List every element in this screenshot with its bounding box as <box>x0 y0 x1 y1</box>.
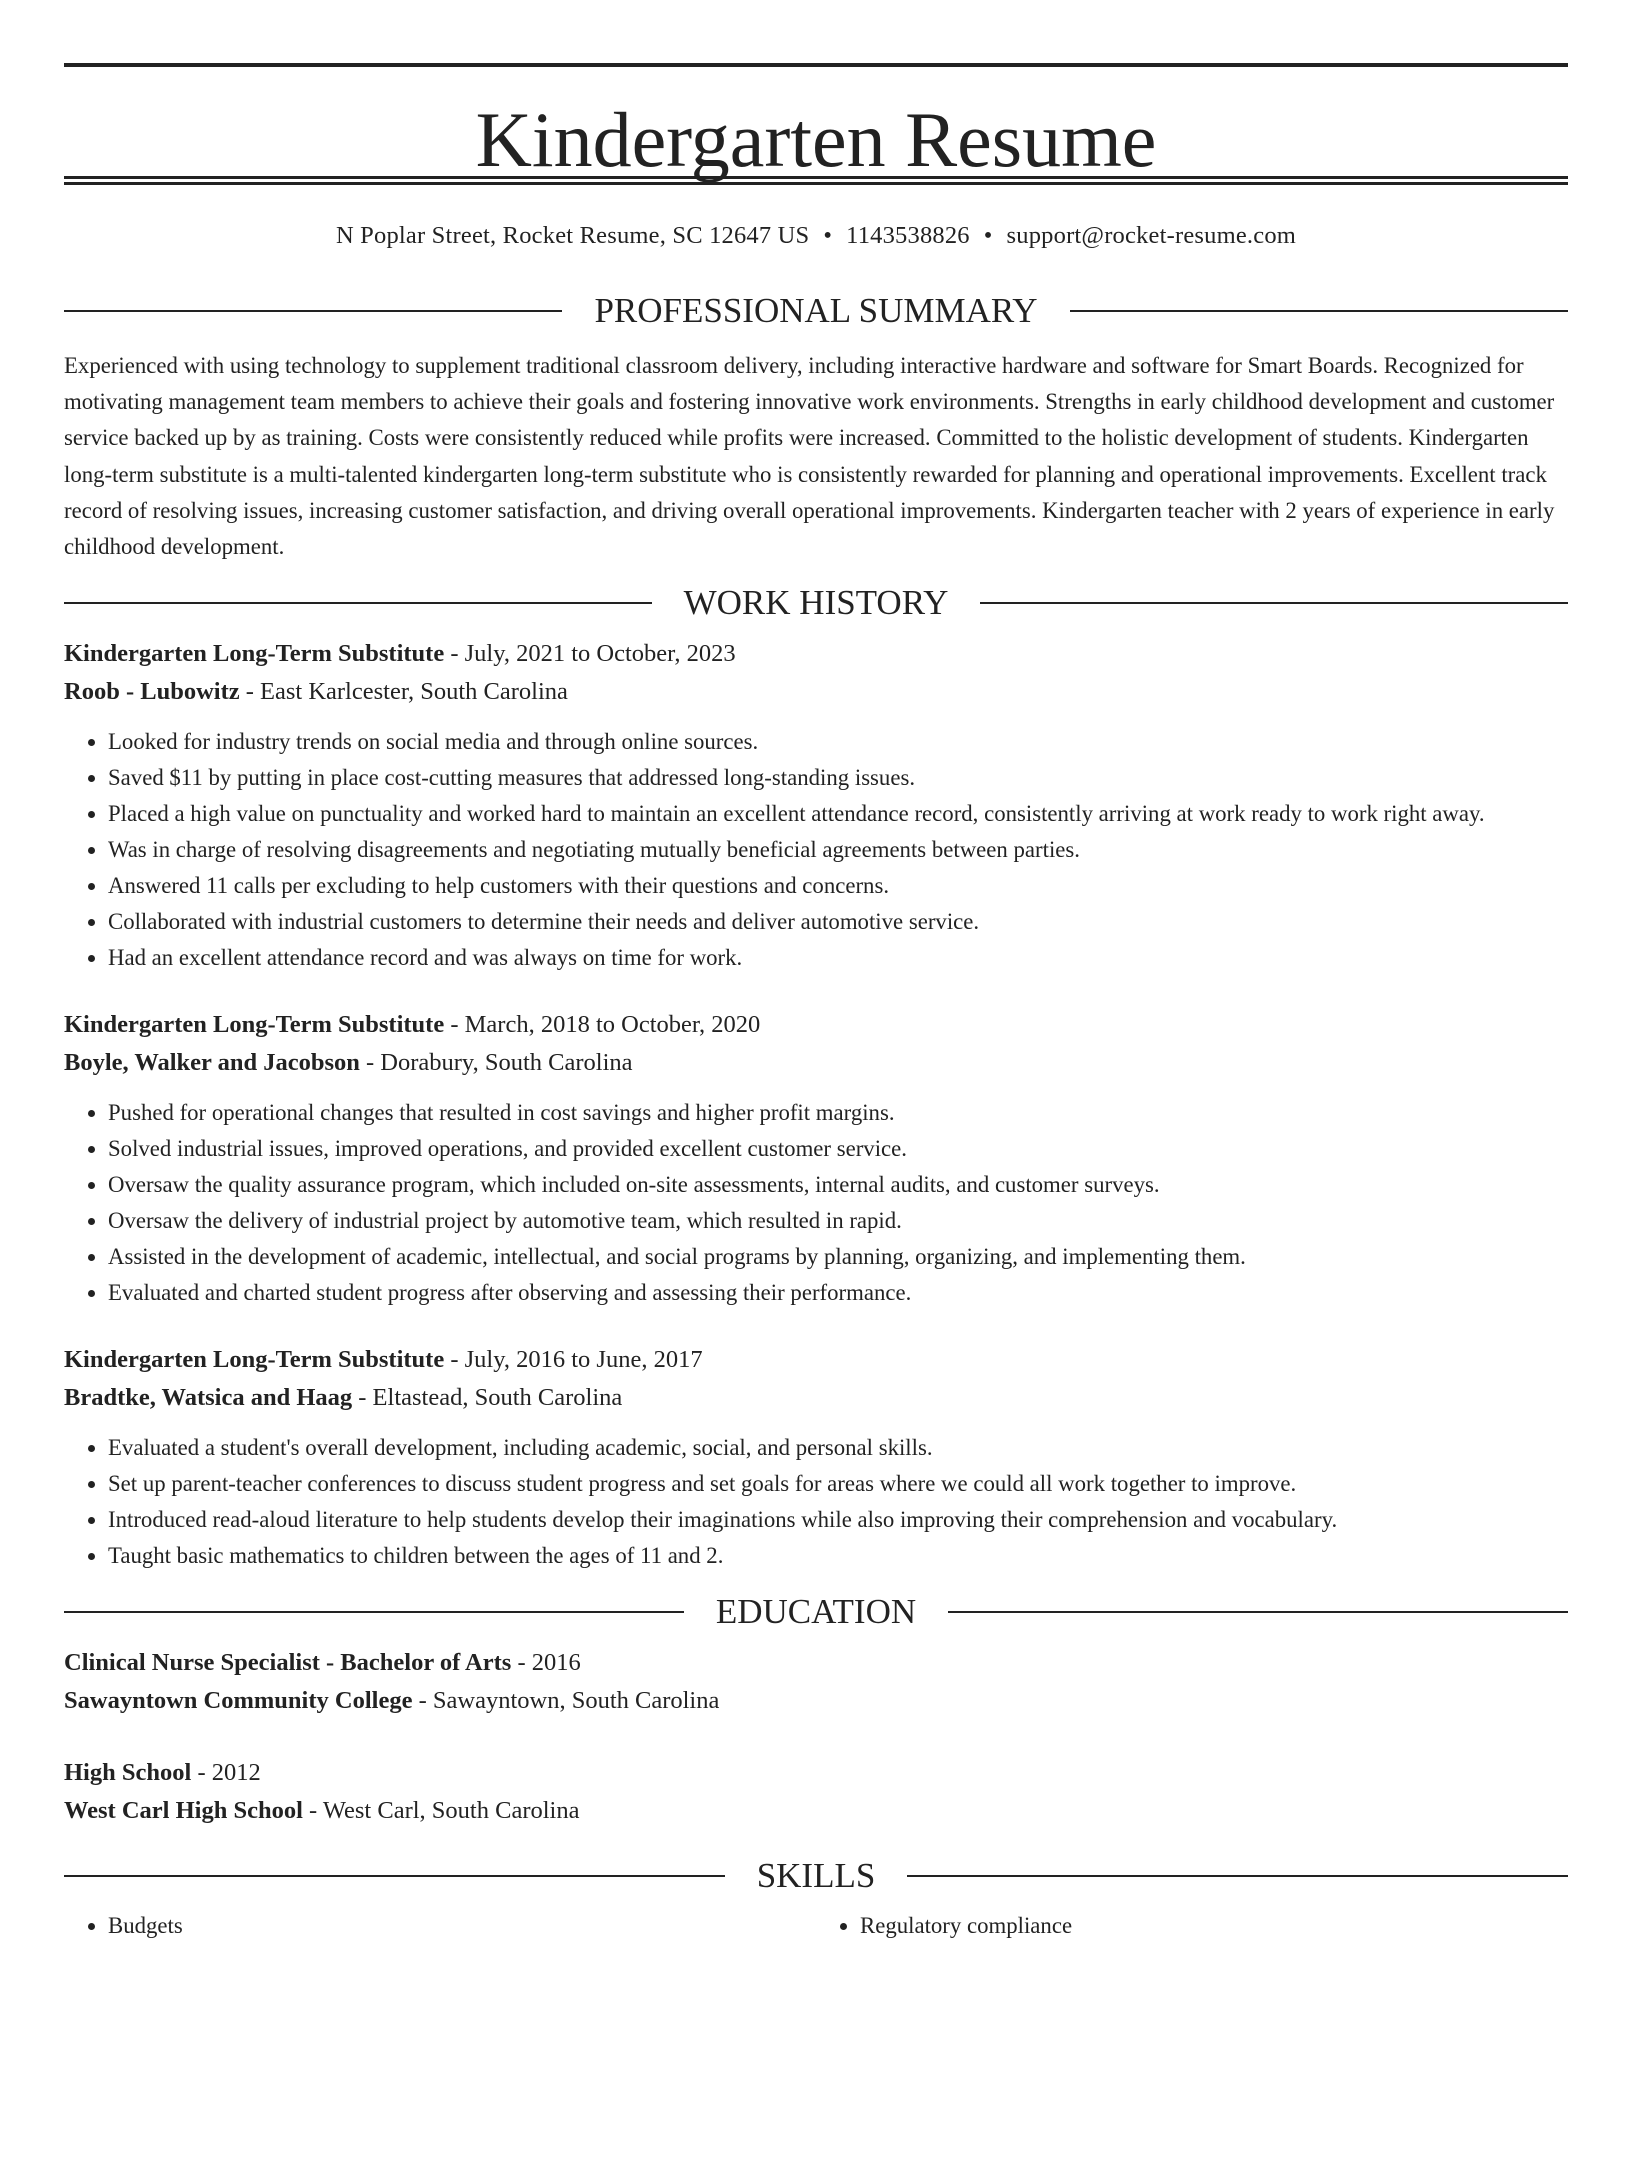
job-title-line <box>64 1341 1568 1379</box>
education-degree: High School <box>64 1759 192 1787</box>
job-bullet: • Introduced read-aloud literature to help students develop their imaginations while also improving their comprehension and vocabulary. <box>108 1502 1568 1538</box>
education-school: West Carl High School <box>64 1797 303 1825</box>
job-title-line <box>64 635 1568 673</box>
job-title: Kindergarten Long-Term Substitute <box>64 1346 445 1374</box>
job-title: Kindergarten Long-Term Substitute <box>64 1011 445 1039</box>
job-bullet: • Oversaw the delivery of industrial project by automotive team, which resulted in rapid. <box>108 1203 1568 1239</box>
job-company: Boyle, Walker and Jacobson <box>64 1049 360 1077</box>
heading-rule-left <box>64 310 562 312</box>
contact-line <box>64 221 1568 251</box>
skill-item: • Budgets <box>108 1908 816 1944</box>
job-location: - East Karlcester, South Carolina <box>239 678 568 706</box>
skills-grid <box>64 1908 1568 1944</box>
job-company-line <box>64 673 1568 711</box>
summary-text: Experienced with using technology to supplement traditional classroom delivery, including interactive hardware and software for Smart Boards. Recognized for motivating management team members to achieve their goals and fostering innovative work environments. Strengths in early childhood development and customer service backed up by as training. Costs were consistently reduced while profits were increased. Committed to the holistic development of students. Kindergarten long-term substitute is a multi-talented kindergarten long-term substitute who is consistently rewarded for planning and operational improvements. Excellent track record of resolving issues, increasing customer satisfaction, and driving overall operational improvements. Kindergarten teacher with 2 years of experience in early childhood development. <box>64 353 1555 560</box>
education-heading-label: EDUCATION <box>715 1592 917 1632</box>
education-entry <box>64 1644 1568 1720</box>
summary-heading-label: PROFESSIONAL SUMMARY <box>594 291 1038 330</box>
job-company: Roob - Lubowitz <box>64 678 240 706</box>
education-school-line <box>64 1792 1568 1830</box>
skills-column-right <box>816 1908 1568 1944</box>
job-entry <box>64 1006 1568 1311</box>
job-bullets <box>64 1095 1568 1311</box>
education-degree-line <box>64 1644 1568 1682</box>
job-entry <box>64 635 1568 976</box>
work-heading-label: WORK HISTORY <box>683 583 949 623</box>
education-year: - 2012 <box>191 1759 261 1787</box>
heading-rule-right <box>948 1611 1568 1613</box>
skills-heading-label: SKILLS <box>756 1856 876 1896</box>
heading-rule-right <box>907 1875 1568 1877</box>
heading-rule-right <box>1070 310 1568 312</box>
job-bullets <box>64 724 1568 976</box>
skills-section-heading <box>64 1856 1568 1896</box>
job-bullet: • Saved $11 by putting in place cost-cutting measures that addressed long-standing issues. <box>108 760 1568 796</box>
job-title-line <box>64 1006 1568 1044</box>
job-dates: - July, 2016 to June, 2017 <box>444 1346 703 1374</box>
job-bullets <box>64 1430 1568 1574</box>
job-title: Kindergarten Long-Term Substitute <box>64 640 445 668</box>
contact-email: support@rocket-resume.com <box>1006 222 1297 249</box>
job-location: - Eltastead, South Carolina <box>352 1384 623 1412</box>
education-year: - 2016 <box>511 1649 581 1677</box>
education-location: - Sawayntown, South Carolina <box>412 1687 720 1715</box>
education-location: - West Carl, South Carolina <box>302 1797 580 1825</box>
job-bullet: • Was in charge of resolving disagreements and negotiating mutually beneficial agreements between parties. <box>108 832 1568 868</box>
heading-rule-left <box>64 602 652 604</box>
contact-address: N Poplar Street, Rocket Resume, SC 12647 US <box>335 222 810 249</box>
job-bullet: • Looked for industry trends on social media and through online sources. <box>108 724 1568 760</box>
job-bullet: • Assisted in the development of academic, intellectual, and social programs by planning, organizing, and implementing them. <box>108 1239 1568 1275</box>
heading-rule-left <box>64 1875 725 1877</box>
job-bullet: • Set up parent-teacher conferences to discuss student progress and set goals for areas where we could all work together to improve. <box>108 1466 1568 1502</box>
education-section-heading <box>64 1592 1568 1632</box>
job-company: Bradtke, Watsica and Haag <box>64 1384 353 1412</box>
job-bullet: • Evaluated a student's overall development, including academic, social, and personal skills. <box>108 1430 1568 1466</box>
job-bullet: • Placed a high value on punctuality and worked hard to maintain an excellent attendance record, consistently arriving at work ready to work right away. <box>108 796 1568 832</box>
job-bullet: • Answered 11 calls per excluding to help customers with their questions and concerns. <box>108 868 1568 904</box>
heading-rule-left <box>64 1611 684 1613</box>
job-bullet: • Collaborated with industrial customers to determine their needs and deliver automotive service. <box>108 904 1568 940</box>
job-dates: - July, 2021 to October, 2023 <box>444 640 736 668</box>
job-bullet: • Taught basic mathematics to children between the ages of 11 and 2. <box>108 1538 1568 1574</box>
resume-title: Kindergarten Resume <box>475 96 1157 183</box>
education-degree-line <box>64 1754 1568 1792</box>
work-section-heading <box>64 583 1568 623</box>
skills-column-left <box>64 1908 816 1944</box>
education-degree: Clinical Nurse Specialist - Bachelor of Arts <box>64 1649 512 1677</box>
education-entry <box>64 1754 1568 1830</box>
job-bullet: • Oversaw the quality assurance program, which included on-site assessments, internal audits, and customer surveys. <box>108 1167 1568 1203</box>
skill-item: • Regulatory compliance <box>860 1908 1568 1944</box>
job-entry <box>64 1341 1568 1574</box>
education-school: Sawayntown Community College <box>64 1687 413 1715</box>
resume-page <box>0 63 1632 2175</box>
job-bullet: • Solved industrial issues, improved operations, and provided excellent customer service. <box>108 1131 1568 1167</box>
job-bullet: • Pushed for operational changes that resulted in cost savings and higher profit margins. <box>108 1095 1568 1131</box>
job-bullet: • Had an excellent attendance record and was always on time for work. <box>108 940 1568 976</box>
job-company-line <box>64 1044 1568 1082</box>
education-school-line <box>64 1682 1568 1720</box>
job-location: - Dorabury, South Carolina <box>359 1049 633 1077</box>
job-bullet: • Evaluated and charted student progress after observing and assessing their performance. <box>108 1275 1568 1311</box>
job-company-line <box>64 1379 1568 1417</box>
heading-rule-right <box>980 602 1568 604</box>
contact-separator: • <box>823 222 833 249</box>
job-dates: - March, 2018 to October, 2020 <box>444 1011 761 1039</box>
summary-section-heading <box>64 291 1568 331</box>
contact-phone: 1143538826 <box>846 222 970 249</box>
contact-separator: • <box>983 222 993 249</box>
